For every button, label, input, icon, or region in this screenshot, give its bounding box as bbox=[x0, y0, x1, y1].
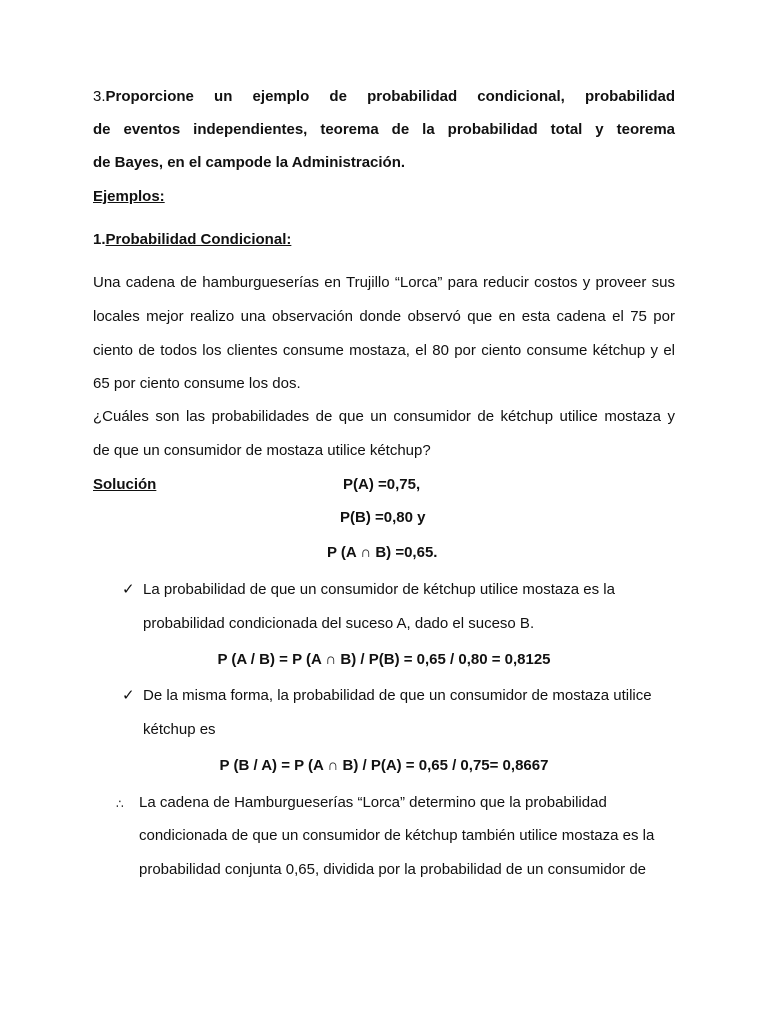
problem-line-4: 65 por ciento consume los dos. bbox=[93, 375, 301, 392]
heading-line-1 bbox=[93, 88, 675, 106]
conclusion-line-3: probabilidad conjunta 0,65, dividida por la probabilidad de un consumidor de bbox=[139, 861, 647, 878]
solution-pb: P(B) =0,80 y bbox=[340, 509, 426, 526]
bullet-1-line-1: La probabilidad de que un consumidor de kétchup utilice mostaza es la bbox=[143, 581, 615, 598]
problem-line-3: ciento de todos los clientes consume mostaza, el 80 por ciento consume kétchup y el bbox=[93, 342, 675, 359]
solution-label: Solución bbox=[93, 476, 157, 493]
examples-label: Ejemplos: bbox=[93, 188, 165, 205]
heading-line-3: de Bayes, en el campode la Administración. bbox=[93, 154, 406, 171]
section-1-heading bbox=[93, 231, 291, 249]
heading-text-1: Proporcione un ejemplo de probabilidad condicional, probabilidad bbox=[105, 88, 675, 105]
problem-line-5: ¿Cuáles son las probabilidades de que un consumidor de kétchup utilice mostaza y bbox=[93, 408, 675, 425]
problem-line-6: de que un consumidor de mostaza utilice kétchup? bbox=[93, 442, 431, 459]
conclusion-line-2: condicionada de que un consumidor de kétchup también utilice mostaza es la bbox=[139, 827, 655, 844]
bullet-2-line-2: kétchup es bbox=[143, 721, 216, 738]
section-1-number: 1. bbox=[93, 231, 106, 248]
conclusion-line-1: La cadena de Hamburgueserías “Lorca” determino que la probabilidad bbox=[139, 794, 607, 811]
check-icon: ✓ bbox=[122, 687, 135, 704]
section-1-title: Probabilidad Condicional: bbox=[105, 231, 292, 248]
formula-2: P (B / A) = P (A ∩ B) / P(A) = 0,65 / 0,75= 0,8667 bbox=[219, 757, 549, 774]
formula-1: P (A / B) = P (A ∩ B) / P(B) = 0,65 / 0,80 = 0,8125 bbox=[217, 651, 551, 668]
bullet-1-line-2: probabilidad condicionada del suceso A, dado el suceso B. bbox=[143, 615, 535, 632]
bullet-2-line-1: De la misma forma, la probabilidad de que un consumidor de mostaza utilice bbox=[143, 687, 652, 704]
problem-line-1: Una cadena de hamburgueserías en Trujillo “Lorca” para reducir costos y proveer sus bbox=[93, 274, 675, 291]
check-icon: ✓ bbox=[122, 581, 135, 598]
solution-pa: P(A) =0,75, bbox=[343, 476, 421, 493]
problem-line-2: locales mejor realizo una observación donde observó que en esta cadena el 75 por bbox=[93, 308, 675, 325]
therefore-icon: ∴ bbox=[116, 797, 124, 811]
heading-line-2: de eventos independientes, teorema de la probabilidad total y teorema bbox=[93, 121, 675, 138]
heading-number: 3. bbox=[93, 88, 106, 105]
solution-pab: P (A ∩ B) =0,65. bbox=[327, 544, 438, 561]
